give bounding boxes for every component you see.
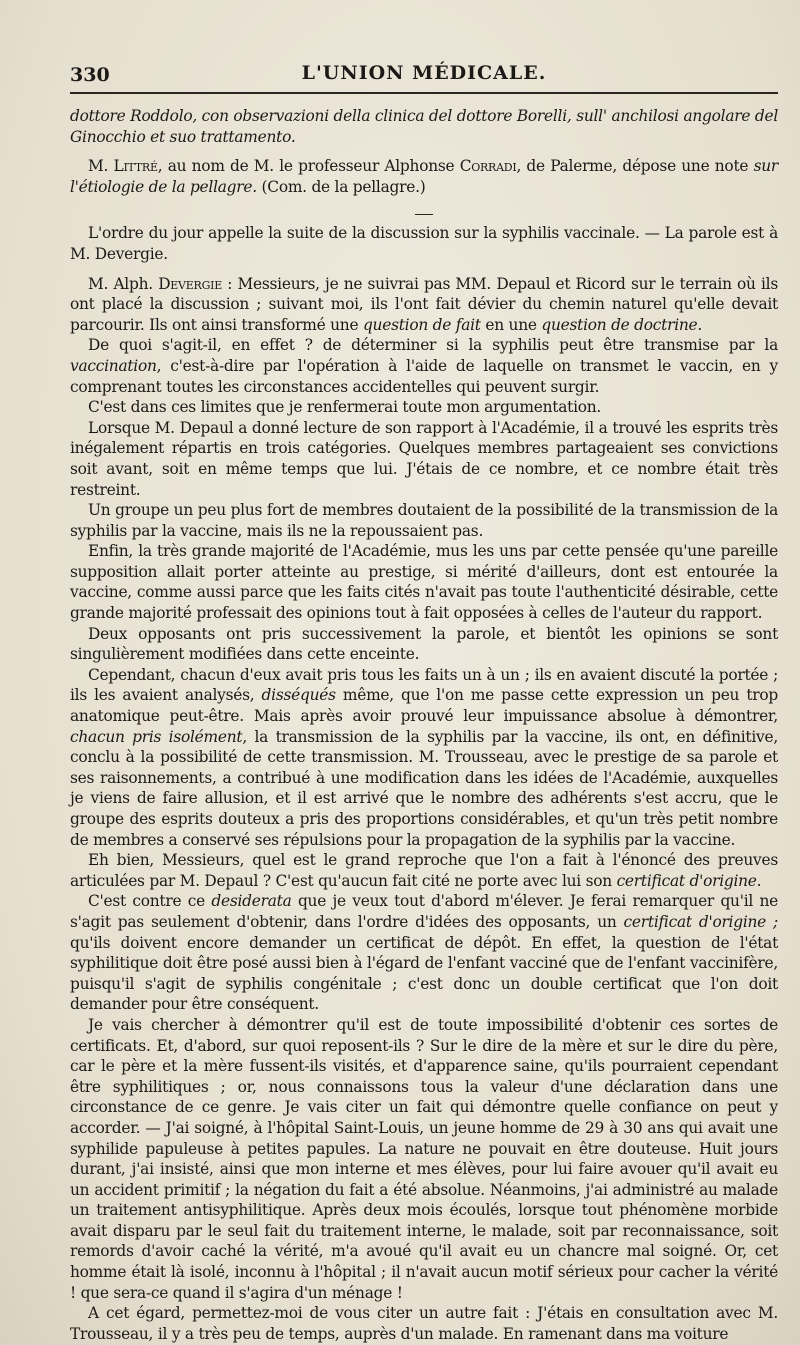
text-run: , c'est-à-dire par l'opération à l'aide de laquelle on transmet le vaccin, en y comprenant toutes les circonstances accidentelles qui peuvent surgir. xyxy=(70,356,778,396)
separator-rule xyxy=(415,214,433,215)
paragraph xyxy=(70,335,778,397)
text-run: C'est contre ce xyxy=(88,892,212,911)
text-run: Un groupe un peu plus fort de membres doutaient de la possibilité de la transmission de la syphilis par la vaccine, mais ils ne la repoussaient pas. xyxy=(70,501,778,540)
text-run: L'ordre du jour appelle la suite de la discussion sur la syphilis vaccinale. — La parole est à M. Devergie. xyxy=(70,224,778,263)
small-caps-name: Corradi xyxy=(459,157,517,176)
text-run: (Com. de la pellagre.) xyxy=(256,177,426,196)
italic-text: desiderata xyxy=(211,892,292,911)
text-run: , la transmission de la syphilis par la vaccine, ils ont, en définitive, conclu à la possibilité de cette transmission. M. Trousseau, avec le prestige de sa parole et ses raisonnements, a contribué à une modification dans les idées de l'Académie, auxquelles je viens de faire allusion, et il est arrivé que le nombre des adhérents s'est accru, que le groupe des esprits douteux a pris des proportions considérables, et qu'un très petit nombre de membres a conservé ses répulsions pour la propagation de la syphilis par la vaccine. xyxy=(70,727,778,849)
section-separator xyxy=(70,203,778,223)
italic-text: chacun pris isolément xyxy=(70,727,243,746)
italic-text: dottore Roddolo, con observazioni della clinica del dottore Borelli, sull' anchilosi angolare del Ginocchio et suo trattamento. xyxy=(70,107,778,146)
paragraph xyxy=(70,106,778,147)
text-run: Eh bien, Messieurs, quel est le grand reproche que l'on a fait à l'énoncé des preuves articulées par M. Depaul ? C'est qu'aucun fait cité ne porte avec lui son xyxy=(70,851,778,890)
page-header xyxy=(70,56,778,94)
paragraph xyxy=(70,418,778,500)
text-run: C'est dans ces limites que je renfermerai toute mon argumentation. xyxy=(88,398,602,417)
italic-text: question de doctrine. xyxy=(541,315,703,334)
running-title: L'UNION MÉDICALE. xyxy=(301,62,547,84)
small-caps-name: Littré xyxy=(113,157,158,176)
text-run: Lorsque M. Depaul a donné lecture de son rapport à l'Académie, il a trouvé les esprits très inégalement répartis en trois catégories. Quelques membres partageaient ses convictions soit avant, soit en même temps que lui. J'étais de ce nombre, et ce nombre était très restreint. xyxy=(70,418,778,499)
text-run: , de Palerme, dépose une note xyxy=(516,157,754,176)
text-run: même, que l'on me passe cette expression un peu trop anatomique peut-être. Mais après avoir prouvé leur impuissance absolue à démontrer, xyxy=(70,686,778,726)
text-run: Cependant, chacun d'eux avait pris tous les faits un à un ; ils en avaient discuté la portée ; ils les avaient analysés, xyxy=(70,665,778,705)
paragraph xyxy=(70,541,778,623)
text-run: Enfin, la très grande majorité de l'Académie, mus les uns par cette pensée qu'une pareille supposition allait porter atteinte au prestige, si mérité d'ailleurs, dont est entourée la vaccine, comme aussi parce que les faits cités n'avait pas toute l'authenticité désirable, cette grande majorité professait des opinions tout à fait opposées à celles de l'auteur du rapport. xyxy=(70,542,778,623)
italic-text: question de fait xyxy=(362,315,481,334)
paragraph xyxy=(70,624,778,665)
italic-text: sur l'étiologie de la pellagre. xyxy=(70,157,778,196)
text-run: , au nom de M. le professeur Alphonse xyxy=(157,157,460,176)
paragraph xyxy=(70,500,778,541)
paragraph xyxy=(70,1303,778,1344)
text-run: que je veux tout d'abord m'élever. Je ferai remarquer qu'il ne s'agit pas seulement d'obtenir, dans l'ordre d'idées des opposants, un xyxy=(70,892,778,931)
paragraph xyxy=(70,223,778,264)
page-number: 330 xyxy=(70,64,110,86)
italic-text: disséqués xyxy=(261,686,336,705)
paragraph xyxy=(70,850,778,891)
text-run: M. Alph. xyxy=(88,274,159,293)
article-body xyxy=(70,106,778,1344)
paragraph xyxy=(70,397,778,418)
text-run: Je vais chercher à démontrer qu'il est de toute impossibilité d'obtenir ces sortes de certificats. Et, d'abord, sur quoi reposent-ils ? Sur le dire de la mère et sur le dire du père, car le père et la mère fussent-ils visités, et d'apparence saine, qu'ils pourraient cependant être syphilitiques ; or, nous connaissons tous la valeur d'une déclaration dans une circonstance de ce genre. Je vais citer un fait qui démontre quelle confiance on peut y accorder. — J'ai soigné, à l'hôpital Saint-Louis, un jeune homme de 29 à 30 ans qui avait une syphilide papuleuse à petites papules. La nature ne pouvait en être douteuse. Huit jours durant, j'ai insisté, ainsi que mon interne et mes élèves, pour lui faire avouer qu'il avait eu un accident primitif ; la négation du fait a été absolue. Néanmoins, j'ai administré au malade un traitement antisyphilitique. Après deux mois écoulés, lorsque tout phénomène morbide avait disparu par le seul fait du traitement interne, le malade, soit par reconnaissance, soit remords d'avoir caché la vérité, m'a avoué qu'il avait eu un chancre mal soigné. Or, cet homme était là isolé, inconnu à l'hôpital ; il n'avait aucun motif sérieux pour cacher la vérité ! que sera-ce quand il s'agira d'un ménage ! xyxy=(70,1015,778,1302)
paragraph xyxy=(70,891,778,1015)
text-run: : Messieurs, je ne suivrai pas MM. Depaul et Ricord sur le terrain où ils ont placé la discussion ; suivant moi, ils l'ont fait dévier du chemin naturel qu'elle devait parcourir. Ils ont ainsi transformé une xyxy=(70,274,778,334)
italic-text: certificat d'origine ; xyxy=(623,912,778,931)
paragraph xyxy=(70,156,778,197)
text-run: en une xyxy=(480,315,542,334)
text-run: . xyxy=(756,871,762,890)
small-caps-name: Devergie xyxy=(158,274,222,293)
paragraph xyxy=(70,274,778,336)
text-run: Deux opposants ont pris successivement la parole, et bientôt les opinions se sont singulièrement modifiées dans cette enceinte. xyxy=(70,624,778,664)
text-run: A cet égard, permettez-moi de vous citer un autre fait : J'étais en consultation avec M. Trousseau, il y a très peu de temps, auprès d'un malade. En ramenant dans ma voiture xyxy=(70,1304,778,1343)
paragraph xyxy=(70,1015,778,1303)
text-run: De quoi s'agit-il, en effet ? de déterminer si la syphilis peut être transmise par la xyxy=(88,336,778,355)
text-run: qu'ils doivent encore demander un certificat de dépôt. En effet, la question de l'état syphilitique doit être posé aussi bien à l'égard de l'enfant vacciné que de l'enfant vaccinifère, puisqu'il s'agit de syphilis congénitale ; c'est donc un double certificat que l'on doit demander pour être conséquent. xyxy=(70,933,778,1014)
italic-text: certificat d'origine xyxy=(616,871,757,890)
italic-text: vaccination xyxy=(70,356,157,375)
text-run: M. xyxy=(88,157,114,176)
paragraph xyxy=(70,665,778,850)
